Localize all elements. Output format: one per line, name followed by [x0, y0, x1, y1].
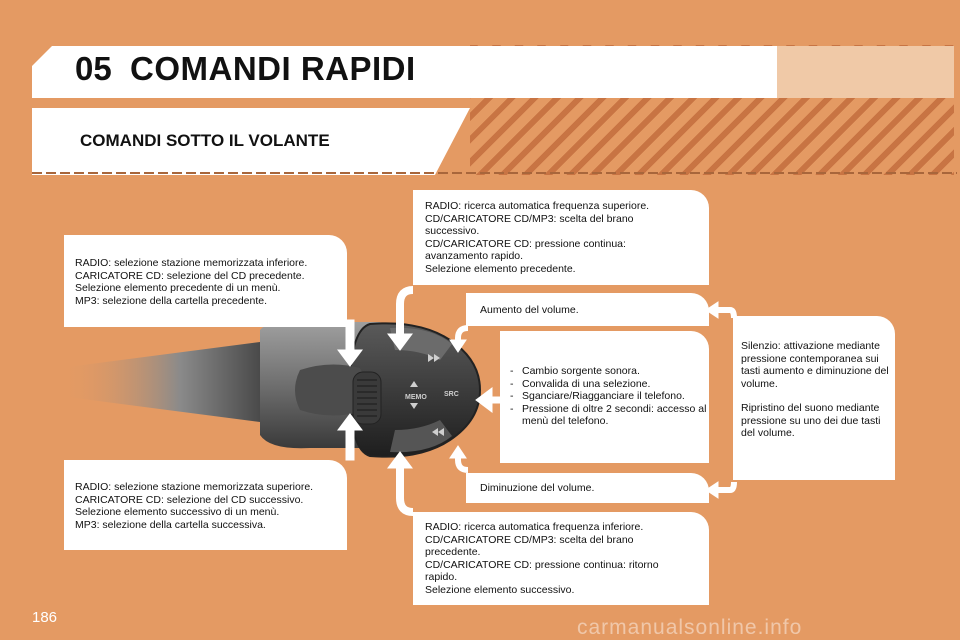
callout-line: CD/CARICATORE CD: pressione continua:	[425, 237, 626, 250]
src-list	[510, 365, 709, 428]
arrow-from-bottom-left	[338, 414, 362, 460]
callout-line: rapido.	[425, 571, 458, 583]
callout-line: MP3: selezione della cartella precedente.	[75, 294, 268, 307]
callout-line: CD/CARICATORE CD: pressione continua: ritorno	[425, 558, 659, 571]
callout-line: CARICATORE CD: selezione del CD precedente.	[75, 269, 305, 282]
callout-line: MP3: selezione della cartella successiva.	[75, 518, 266, 531]
list-item-text: Pressione di oltre 2 secondi: accesso al menù del telefono.	[522, 402, 707, 427]
list-item: - Convalida di una selezione.	[510, 377, 651, 390]
mute-text: Silenzio: attivazione mediante pressione contemporanea sui tasti aumento e diminuzione del volume.	[741, 340, 889, 390]
list-item-text: Sganciare/Riagganciare il telefono.	[522, 390, 685, 402]
callout-line: RADIO: ricerca automatica frequenza superiore.	[425, 200, 650, 212]
volume-up-callout	[466, 293, 709, 326]
callout-line: Selezione elemento precedente.	[425, 262, 576, 275]
callout-text: Diminuzione del volume.	[480, 482, 595, 494]
seek-down-callout	[413, 512, 709, 605]
page-number: 186	[32, 609, 58, 626]
chapter-title: COMANDI RAPIDI	[130, 50, 416, 87]
callout-line: CARICATORE CD: selezione del CD successivo.	[75, 493, 304, 506]
callout-line: RADIO: selezione stazione memorizzata inferiore.	[75, 257, 308, 269]
section-divider	[32, 172, 957, 174]
arrow-from-bottom-right	[388, 452, 413, 512]
callout-line: CD/CARICATORE CD/MP3: scelta del brano	[425, 212, 634, 225]
callout-line: CD/CARICATORE CD/MP3: scelta del brano	[425, 533, 634, 546]
callout-line: RADIO: selezione stazione memorizzata superiore.	[75, 481, 314, 493]
arrow-mute-up	[706, 302, 734, 318]
list-item: - Sganciare/Riagganciare il telefono.	[510, 390, 685, 402]
memo-label: MEMO	[405, 394, 427, 401]
header-bar-extension	[777, 46, 954, 98]
src-callout	[500, 331, 709, 463]
callout-line: Selezione elemento successivo di un menù.	[75, 506, 280, 518]
arrow-volume-up	[450, 328, 468, 352]
callout-line: Selezione elemento precedente di un menù.	[75, 282, 281, 294]
mute-callout	[733, 316, 895, 480]
arrow-from-top-right	[388, 290, 413, 350]
callout-line: RADIO: ricerca automatica frequenza inferiore.	[425, 521, 644, 533]
volume-down-callout	[466, 473, 709, 503]
chapter-number: 05	[75, 50, 112, 87]
callout-line: avanzamento rapido.	[425, 250, 524, 262]
watermark: carmanualsonline.info	[577, 616, 803, 639]
callout-line: precedente.	[425, 546, 481, 558]
arrow-mute-down	[706, 482, 734, 498]
src-label: SRC	[444, 391, 459, 398]
list-item: - Cambio sorgente sonora.	[510, 365, 640, 377]
callout-line: successivo.	[425, 225, 480, 237]
stalk-shaft	[60, 342, 260, 422]
section-title: COMANDI SOTTO IL VOLANTE	[80, 131, 330, 150]
list-item: - Pressione di oltre 2 secondi: accesso al menù del telefono.	[510, 403, 709, 428]
memo-down-callout	[64, 235, 347, 327]
restore-text: Ripristino del suono mediante pressione su uno dei due tasti del volume.	[741, 402, 881, 439]
callout-text: Aumento del volume.	[480, 304, 579, 316]
seek-up-callout	[413, 190, 709, 285]
list-item-text: Cambio sorgente sonora.	[522, 365, 640, 377]
arrow-volume-down	[450, 446, 468, 470]
callout-line: Selezione elemento successivo.	[425, 583, 575, 596]
memo-up-callout	[64, 460, 347, 550]
list-item-text: Convalida di una selezione.	[522, 377, 651, 390]
